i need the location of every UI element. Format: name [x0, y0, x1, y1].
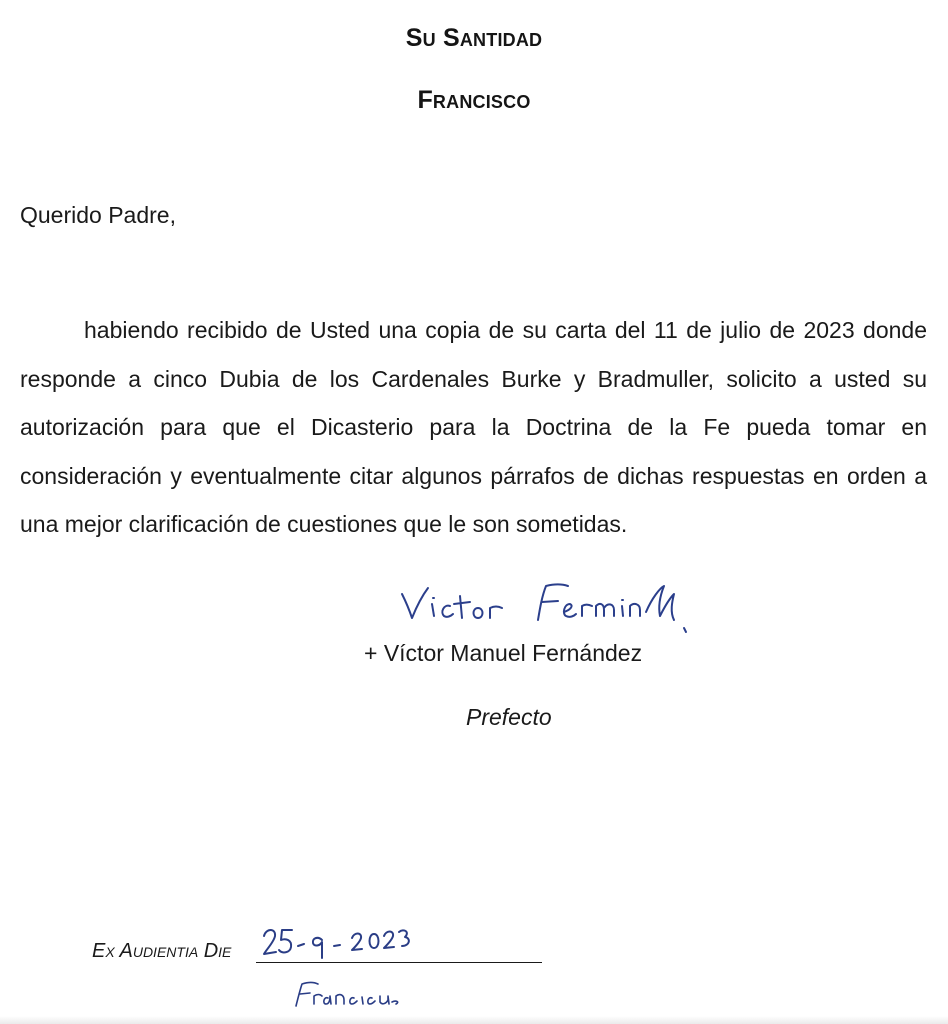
salutation: Querido Padre, — [20, 202, 176, 228]
page-bottom-edge — [0, 1016, 948, 1024]
handwritten-signature — [398, 568, 718, 638]
addressee-name: Francisco — [417, 86, 531, 114]
letter-body — [20, 306, 927, 549]
letter-body-text: habiendo recibido de Usted una copia de su carta del 11 de julio de 2023 donde responde a cinco Dubia de los Cardenales Burke y Bradmuller, solicito a usted su autorización para que el Dicasterio para la Doctrina de la Fe pueda tomar en consideración y eventualmente citar algunos párrafos de dichas respuestas en orden a una mejor clarificación de cuestiones que le son sometidas. — [20, 317, 927, 537]
addressee-title: Su Santidad — [405, 24, 543, 52]
ex-audientia-label: Ex Audientia Die — [92, 940, 232, 962]
handwritten-papal-signature — [292, 976, 402, 1012]
handwritten-date — [262, 920, 412, 964]
signer-name: + Víctor Manuel Fernández — [364, 640, 643, 666]
signer-role: Prefecto — [466, 704, 552, 730]
